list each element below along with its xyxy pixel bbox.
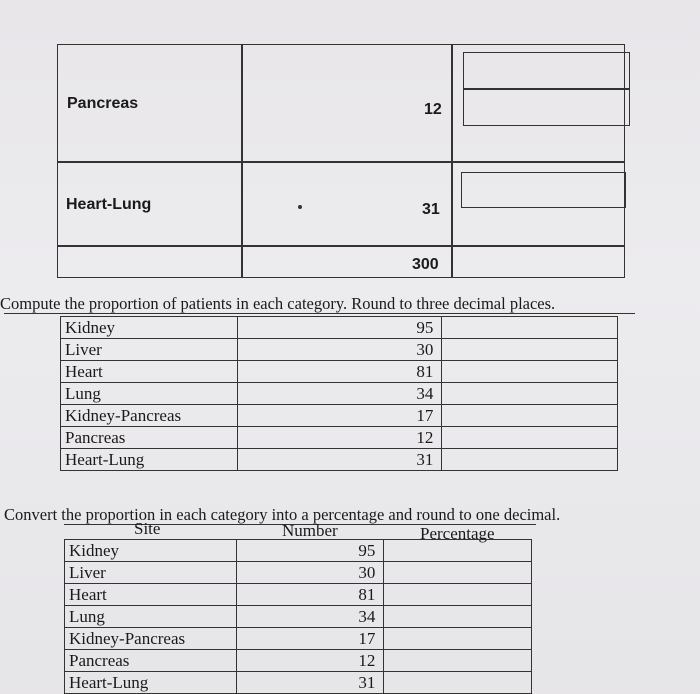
table-row — [61, 361, 618, 383]
percentage-table — [64, 539, 532, 694]
row-divider — [58, 161, 624, 163]
table-row — [65, 540, 532, 562]
number-cell: 34 — [236, 606, 384, 628]
table-row — [61, 449, 618, 471]
table-row — [65, 672, 532, 694]
site-cell: Pancreas — [65, 650, 237, 672]
site-cell: Lung — [61, 383, 238, 405]
number-cell: 17 — [236, 628, 384, 650]
table-row — [61, 405, 618, 427]
answer-cell[interactable] — [384, 672, 532, 694]
answer-cell[interactable] — [442, 339, 618, 361]
number-cell: 81 — [237, 361, 442, 383]
number-cell: 17 — [237, 405, 442, 427]
answer-cell[interactable] — [384, 584, 532, 606]
proportion-table — [60, 316, 618, 471]
table-row — [65, 562, 532, 584]
number-cell: 31 — [237, 449, 442, 471]
site-cell: Lung — [65, 606, 237, 628]
answer-cell[interactable] — [442, 449, 618, 471]
table-row — [65, 584, 532, 606]
table-row — [61, 383, 618, 405]
number-cell: 30 — [236, 562, 384, 584]
table-row — [65, 650, 532, 672]
section1-instruction: Compute the proportion of patients in each category. Round to three decimal places. — [0, 294, 556, 313]
site-cell: Heart — [61, 361, 238, 383]
answer-cell[interactable] — [384, 606, 532, 628]
table-row — [61, 339, 618, 361]
site-cell: Heart-Lung — [65, 672, 237, 694]
header-percentage: Percentage — [420, 524, 495, 543]
answer-cell[interactable] — [384, 650, 532, 672]
top-row-pancreas-label: Pancreas — [67, 95, 139, 112]
number-cell: 34 — [237, 383, 442, 405]
number-cell: 95 — [236, 540, 384, 562]
number-cell: 30 — [237, 339, 442, 361]
top-row-heart-lung-value: 31 — [422, 201, 440, 218]
stray-dot — [298, 205, 302, 209]
number-cell: 12 — [236, 650, 384, 672]
number-cell: 81 — [236, 584, 384, 606]
table-row — [65, 606, 532, 628]
table-row — [61, 427, 618, 449]
site-cell: Kidney-Pancreas — [61, 405, 238, 427]
answer-box[interactable] — [463, 52, 630, 90]
answer-cell[interactable] — [442, 405, 618, 427]
header-number: Number — [282, 521, 338, 540]
answer-cell[interactable] — [442, 383, 618, 405]
site-cell: Kidney-Pancreas — [65, 628, 237, 650]
answer-box[interactable] — [461, 172, 626, 208]
instruction-underline — [4, 313, 635, 314]
table-row — [65, 628, 532, 650]
answer-cell[interactable] — [442, 361, 618, 383]
site-cell: Heart-Lung — [61, 449, 238, 471]
header-site: Site — [134, 519, 161, 538]
answer-cell[interactable] — [384, 628, 532, 650]
number-cell: 31 — [236, 672, 384, 694]
top-row-heart-lung-label: Heart-Lung — [66, 196, 152, 213]
table-row — [61, 317, 618, 339]
site-cell: Kidney — [65, 540, 237, 562]
number-cell: 12 — [237, 427, 442, 449]
site-cell: Liver — [65, 562, 237, 584]
site-cell: Heart — [65, 584, 237, 606]
answer-box[interactable] — [463, 88, 630, 126]
top-total-value: 300 — [412, 256, 439, 273]
section2-instruction: Convert the proportion in each category into a percentage and round to one decimal. — [4, 505, 561, 524]
row-divider — [58, 245, 624, 247]
answer-cell[interactable] — [384, 540, 532, 562]
top-row-pancreas-value: 12 — [424, 101, 442, 118]
site-cell: Pancreas — [61, 427, 238, 449]
site-cell: Liver — [61, 339, 238, 361]
answer-cell[interactable] — [442, 427, 618, 449]
answer-cell[interactable] — [442, 317, 618, 339]
number-cell: 95 — [237, 317, 442, 339]
answer-cell[interactable] — [384, 562, 532, 584]
site-cell: Kidney — [61, 317, 238, 339]
